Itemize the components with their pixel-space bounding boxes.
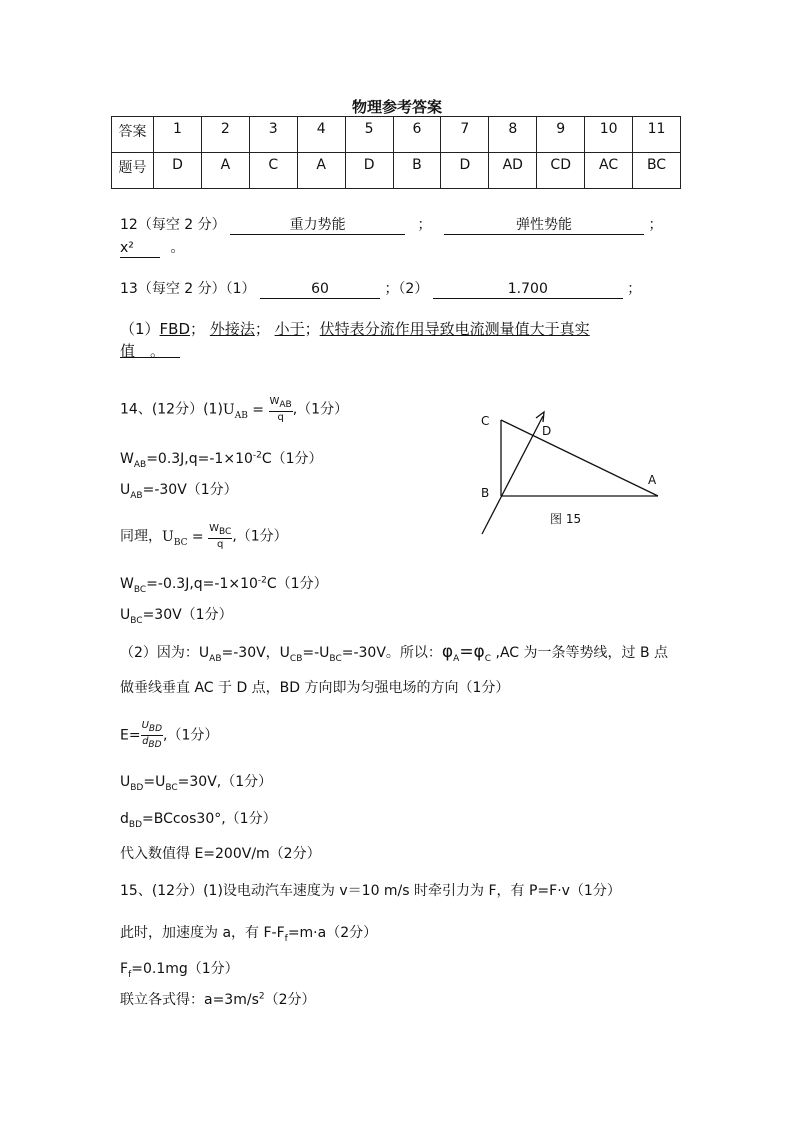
fraction: $\frac{W_{AB}}{q}$ (269, 396, 292, 423)
q13-answer-2: 1.700 (433, 281, 623, 299)
table-cell: BC (633, 153, 681, 189)
field-direction-line (482, 416, 543, 534)
label-b: B (481, 486, 490, 500)
figure-15-triangle (470, 398, 680, 543)
table-cell: A (297, 153, 345, 189)
label-c: C (481, 414, 490, 428)
q14-eq-e: E= $\frac{U_{BD}}{d_{BD}}$ ,（1分） (120, 720, 219, 750)
fraction: $\frac{U_{BD}}{d_{BD}}$ (141, 720, 163, 750)
figure-caption: 图 15 (550, 512, 582, 526)
table-cell: 4 (297, 117, 345, 153)
table-cell: 5 (345, 117, 393, 153)
table-row (112, 153, 681, 189)
q15-line-2: 此时，加速度为 a，有 $F-F_f=m\cdot a(2$分） (120, 925, 378, 944)
table-row (112, 117, 681, 153)
row-label: 答案 (112, 117, 154, 153)
table-cell: 3 (249, 117, 297, 153)
q14-line-11: 代入数值得 E=200V/m（2分） (120, 846, 321, 862)
table-cell: 9 (537, 117, 585, 153)
q12-answer-1: 重力势能 (230, 217, 405, 235)
q15-line-4: 联立各式得：$a=3m/s^2(2$分） (120, 991, 316, 1008)
q14-part2-line-1: （2）因为：$U_{AB}=-30V$，$U_{CB}=-U_{BC}=-30V$。所以：$\varphi_A=\varphi_C$ ,AC 为一条等势线，过 B 点 (120, 642, 669, 664)
q14-part2-line-2: 做垂线垂直 AC 于 D 点，BD 方向即为匀强电场的方向（1分） (120, 680, 510, 696)
q14-line-6: $U_{BC}=30V(1$分） (120, 607, 233, 626)
table-cell: 10 (585, 117, 633, 153)
table-cell: A (201, 153, 249, 189)
table-cell: 7 (441, 117, 489, 153)
table-cell: 1 (154, 117, 202, 153)
q15-line-3: $F_f=0.1mg(1$分） (120, 961, 239, 980)
table-cell: 2 (201, 117, 249, 153)
segment-ca (501, 420, 658, 496)
table-cell: D (154, 153, 202, 189)
q14-line-9: $U_{BD}=U_{BC}=30V,(1$分） (120, 774, 273, 793)
q12-answer-2: 弹性势能 (444, 217, 644, 235)
table-cell: 11 (633, 117, 681, 153)
table-cell: AD (489, 153, 537, 189)
q14-line-4: 同理，$U_{BC}$ = $\frac{W_{BC}}{q}$ ,（1分） (120, 523, 288, 550)
page-title: 物理参考答案 (351, 98, 442, 116)
q14-line-10: $d_{BD}=BCcos30^\circ,(1$分） (120, 811, 277, 830)
q15-line-1: 15、(12分）(1)设电动汽车速度为 v＝10 m/s 时牵引力为 F，有 P=F·v（1分） (120, 883, 621, 899)
table-cell: C (249, 153, 297, 189)
table-cell: D (345, 153, 393, 189)
q13-line-2: （1）FBD； 外接法； 小于；伏特表分流作用导致电流测量值大于真实 (120, 320, 590, 338)
q14-line-2: $W_{AB}=0.3J,q=-1\times 10^{-2}C(1$分） (120, 450, 323, 470)
row-label: 题号 (112, 153, 154, 189)
q12-line: 12（每空 2 分） 重力势能 ； 弹性势能 ； (120, 217, 663, 233)
answer-table (111, 116, 681, 189)
table-cell: 6 (393, 117, 441, 153)
q13-line-3: 值 。 (120, 342, 166, 360)
label-d: D (542, 424, 552, 438)
table-cell: CD (537, 153, 585, 189)
q14-line-5: $W_{BC}=-0.3J,q=-1\times 10^{-2}C(1$分） (120, 575, 328, 595)
label-a: A (648, 473, 657, 487)
table-cell: B (393, 153, 441, 189)
q13-answer-1: 60 (260, 281, 380, 299)
table-cell: D (441, 153, 489, 189)
q12-answer-3: x² (120, 240, 160, 258)
table-cell: 8 (489, 117, 537, 153)
q12-line-2: x² 。 (120, 240, 185, 256)
table-cell: AC (585, 153, 633, 189)
q14-line-1: 14、(12分）$(1)U_{AB}$ = $\frac{W_{AB}}{q}$ ,（1分） (120, 396, 349, 423)
q14-line-3: $U_{AB}=-30V(1$分） (120, 482, 238, 501)
fraction: $\frac{W_{BC}}{q}$ (209, 523, 232, 550)
q13-line: 13（每空 2 分）（1） 60 ；（2） 1.700 ； (120, 281, 642, 297)
